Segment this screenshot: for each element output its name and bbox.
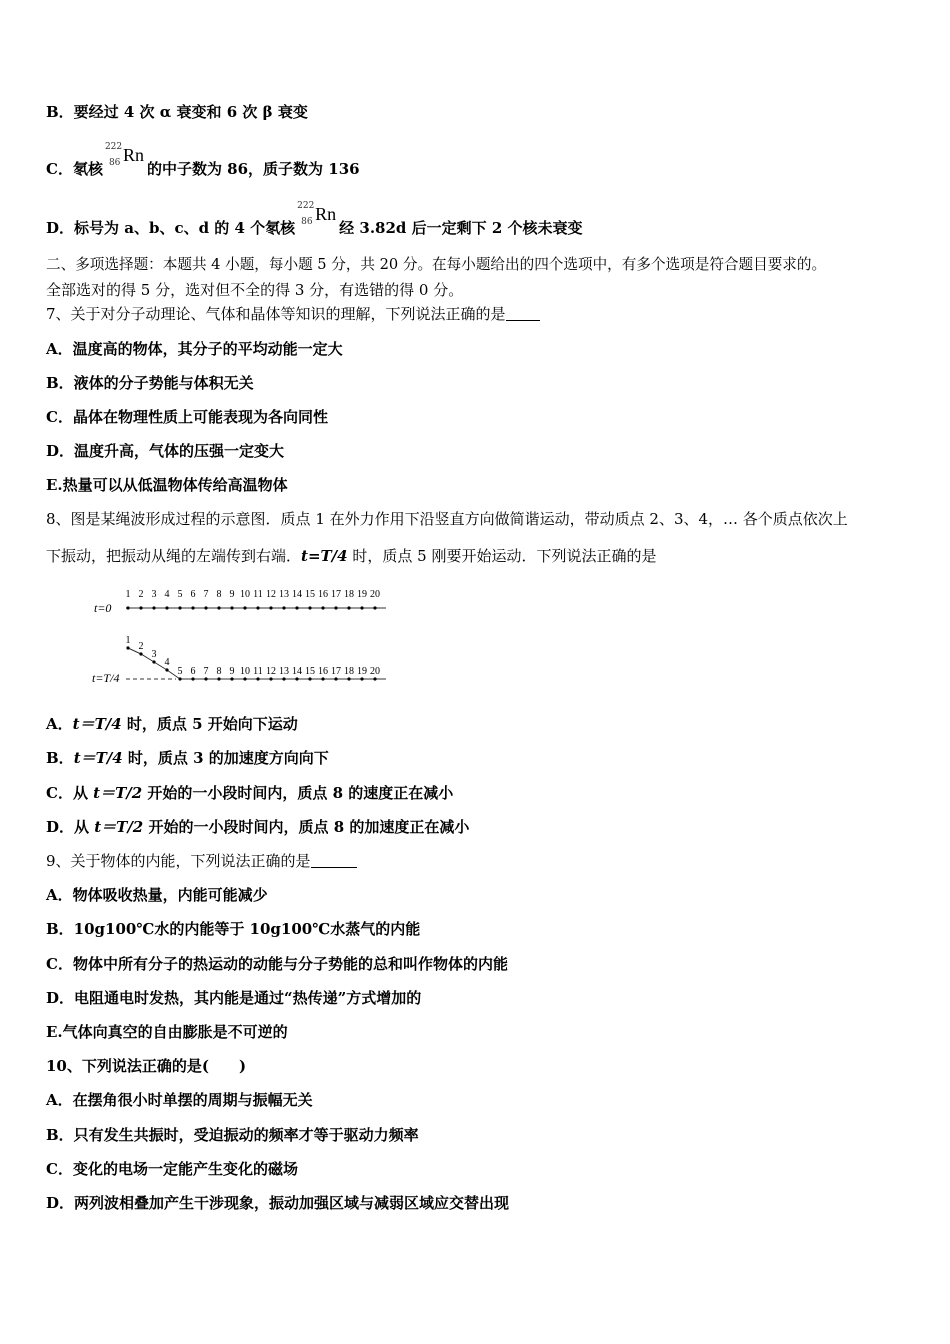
- particle-t0: [230, 606, 233, 609]
- particle-label-tquarter: 11: [253, 666, 263, 677]
- particle-label-tquarter: 10: [240, 666, 250, 677]
- option-prefix: D．从: [46, 818, 95, 836]
- particle-label-tquarter: 4: [164, 657, 170, 668]
- q9-option-c: C．物体中所有分子的热运动的动能与分子势能的总和叫作物体的内能: [46, 955, 508, 973]
- time-expr: t＝T/2: [94, 818, 144, 836]
- particle-label-t0: 3: [151, 589, 157, 600]
- particle-t0: [308, 606, 311, 609]
- particle-tquarter: [282, 677, 285, 680]
- particle-label-t0: 2: [138, 589, 144, 600]
- particle-t0: [152, 606, 155, 609]
- particle-tquarter: [178, 677, 181, 680]
- particle-label-t0: 18: [344, 589, 354, 600]
- nuclide-atomic-number: 86: [301, 217, 313, 227]
- q8-stem-text: 时，质点 5 刚要开始运动．下列说法正确的是: [347, 547, 657, 565]
- q10-option-d: D．两列波相叠加产生干涉现象，振动加强区域与减弱区域应交替出现: [46, 1194, 510, 1212]
- particle-label-t0: 19: [357, 589, 367, 600]
- particle-tquarter: [334, 677, 337, 680]
- particle-t0: [282, 606, 285, 609]
- radon-nuclide-symbol: [295, 201, 339, 237]
- particle-t0: [204, 606, 207, 609]
- time-expr: t＝T/4: [72, 715, 122, 733]
- particle-tquarter: [295, 677, 298, 680]
- particle-tquarter: [126, 646, 129, 649]
- particle-t0: [321, 606, 324, 609]
- nuclide-element: Rn: [122, 145, 144, 165]
- particle-label-tquarter: 3: [151, 649, 157, 660]
- particle-tquarter: [373, 677, 376, 680]
- particle-t0: [139, 606, 142, 609]
- particle-label-t0: 4: [164, 589, 170, 600]
- q10-option-a: A．在摆角很小时单摆的周期与振幅无关: [46, 1091, 313, 1109]
- row-label-tquarter: t=T/4: [92, 671, 120, 685]
- q7-stem-text: 7、关于对分子动理论、气体和晶体等知识的理解，下列说法正确的是: [46, 305, 506, 323]
- q7-option-a: A．温度高的物体，其分子的平均动能一定大: [46, 340, 343, 358]
- q6-option-d: [46, 201, 914, 238]
- q8-stem-text: 下振动，把振动从绳的左端传到右端．: [46, 547, 302, 565]
- particle-tquarter: [191, 677, 194, 680]
- particle-tquarter: [204, 677, 207, 680]
- option-prefix: C．从: [46, 784, 94, 802]
- option-text: 时，质点 5 开始向下运动: [121, 715, 298, 733]
- particle-label-t0: 11: [253, 589, 263, 600]
- particle-label-t0: 16: [318, 589, 328, 600]
- radon-nuclide-symbol: [103, 142, 147, 178]
- particle-label-t0: 10: [240, 589, 250, 600]
- particle-tquarter: [152, 660, 155, 663]
- particle-t0: [334, 606, 337, 609]
- particle-t0: [191, 606, 194, 609]
- particle-tquarter: [321, 677, 324, 680]
- particle-tquarter: [139, 652, 142, 655]
- particle-label-tquarter: 17: [331, 666, 341, 677]
- particle-label-t0: 17: [331, 589, 341, 600]
- particle-tquarter: [308, 677, 311, 680]
- particle-label-t0: 8: [216, 589, 222, 600]
- q7-option-d: D．温度升高，气体的压强一定变大: [46, 442, 285, 460]
- particle-t0: [243, 606, 246, 609]
- q10-option-c: C．变化的电场一定能产生变化的磁场: [46, 1160, 298, 1178]
- particle-label-t0: 7: [203, 589, 209, 600]
- particle-label-t0: 9: [229, 589, 235, 600]
- particle-tquarter: [243, 677, 246, 680]
- particle-label-t0: 12: [266, 589, 276, 600]
- particle-label-tquarter: 9: [229, 666, 235, 677]
- particle-label-tquarter: 16: [318, 666, 328, 677]
- row-label-t0: t=0: [94, 601, 112, 615]
- section2-instructions-line2: 全部选对的得 5 分，选对但不全的得 3 分，有选错的得 0 分。: [46, 281, 464, 299]
- particle-tquarter: [360, 677, 363, 680]
- particle-t0: [295, 606, 298, 609]
- particle-t0: [347, 606, 350, 609]
- q8-time-expr: t=T/4: [301, 547, 348, 565]
- particle-label-tquarter: 1: [125, 635, 131, 646]
- q8-option-d: [46, 817, 914, 837]
- q9-option-b: B．10g100℃水的内能等于 10g100℃水蒸气的内能: [46, 920, 421, 938]
- particle-t0: [126, 606, 129, 609]
- option-text: 开始的一小段时间内，质点 8 的速度正在减小: [142, 784, 454, 802]
- particle-label-tquarter: 6: [190, 666, 196, 677]
- particle-tquarter: [217, 677, 220, 680]
- q8-stem-line1: 8、图是某绳波形成过程的示意图．质点 1 在外力作用下沿竖直方向做简谐运动，带动质点 2、3、4，… 各个质点依次上: [46, 510, 848, 528]
- section2-instructions-line1: 二、多项选择题：本题共 4 小题，每小题 5 分，共 20 分。在每小题给出的四个选项中，有多个选项是符合题目要求的。: [46, 256, 827, 273]
- particle-label-tquarter: 8: [216, 666, 222, 677]
- particle-label-t0: 20: [370, 589, 380, 600]
- particle-label-t0: 6: [190, 589, 196, 600]
- q9-option-a: A．物体吸收热量，内能可能减少: [46, 886, 268, 904]
- nuclide-mass-number: 222: [104, 142, 123, 152]
- particle-label-tquarter: 5: [177, 666, 183, 677]
- particle-tquarter: [269, 677, 272, 680]
- q6-option-d-prefix: D．标号为 a、b、c、d 的 4 个氡核: [46, 219, 296, 237]
- q6-option-b: B．要经过 4 次 α 衰变和 6 次 β 衰变: [46, 103, 308, 121]
- nuclide-mass-number: 222: [297, 201, 315, 211]
- q6-option-d-suffix: 经 3.82d 后一定剩下 2 个核未衰变: [339, 219, 583, 237]
- q6-option-c: [46, 142, 914, 179]
- time-expr: t＝T/4: [73, 749, 123, 767]
- q7-option-c: C．晶体在物理性质上可能表现为各向同性: [46, 408, 328, 426]
- particle-t0: [217, 606, 220, 609]
- option-text: 时，质点 3 的加速度方向向下: [122, 749, 329, 767]
- q7-stem: [46, 304, 914, 324]
- particle-label-tquarter: 15: [305, 666, 315, 677]
- answer-blank: [506, 306, 540, 321]
- q9-stem-text: 9、关于物体的内能，下列说法正确的是: [46, 852, 311, 870]
- rope-wave-diagram: [90, 582, 400, 692]
- nuclide-atomic-number: 86: [108, 158, 121, 168]
- option-text: 开始的一小段时间内，质点 8 的加速度正在减小: [143, 818, 470, 836]
- particle-label-tquarter: 7: [203, 666, 209, 677]
- particle-t0: [360, 606, 363, 609]
- particle-label-tquarter: 19: [357, 666, 367, 677]
- q6-option-c-prefix: C．氡核: [46, 160, 103, 178]
- option-prefix: B．: [46, 749, 74, 767]
- q8-stem-line2: [46, 546, 914, 566]
- particle-label-t0: 1: [125, 589, 131, 600]
- particle-label-t0: 5: [177, 589, 183, 600]
- particle-label-tquarter: 2: [138, 641, 144, 652]
- q10-option-b: B．只有发生共振时，受迫振动的频率才等于驱动力频率: [46, 1126, 419, 1144]
- particle-t0: [165, 606, 168, 609]
- q8-option-b: [46, 748, 914, 768]
- q7-option-e: E.热量可以从低温物体传给高温物体: [46, 476, 288, 494]
- particle-t0: [373, 606, 376, 609]
- particle-t0: [256, 606, 259, 609]
- particle-t0: [178, 606, 181, 609]
- particle-label-tquarter: 13: [279, 666, 289, 677]
- option-prefix: A．: [46, 715, 73, 733]
- q8-option-c: [46, 783, 914, 803]
- q8-option-a: [46, 714, 914, 734]
- answer-blank: [311, 853, 357, 868]
- particle-label-tquarter: 20: [370, 666, 380, 677]
- particle-label-t0: 13: [279, 589, 289, 600]
- particle-t0: [269, 606, 272, 609]
- particle-label-t0: 14: [292, 589, 302, 600]
- q9-stem: [46, 851, 914, 871]
- particle-label-tquarter: 12: [266, 666, 276, 677]
- particle-label-tquarter: 14: [292, 666, 302, 677]
- particle-label-t0: 15: [305, 589, 315, 600]
- q7-option-b: B．液体的分子势能与体积无关: [46, 374, 254, 392]
- particle-tquarter: [230, 677, 233, 680]
- q9-option-e: E.气体向真空的自由膨胀是不可逆的: [46, 1023, 288, 1041]
- q9-option-d: D．电阻通电时发热，其内能是通过“热传递”方式增加的: [46, 989, 422, 1007]
- q6-option-c-suffix: 的中子数为 86，质子数为 136: [146, 160, 360, 178]
- particle-tquarter: [256, 677, 259, 680]
- q10-stem: 10、下列说法正确的是( ): [46, 1057, 247, 1075]
- nuclide-element: Rn: [315, 204, 337, 224]
- particle-tquarter: [165, 668, 168, 671]
- time-expr: t＝T/2: [93, 784, 143, 802]
- particle-tquarter: [347, 677, 350, 680]
- particle-label-tquarter: 18: [344, 666, 354, 677]
